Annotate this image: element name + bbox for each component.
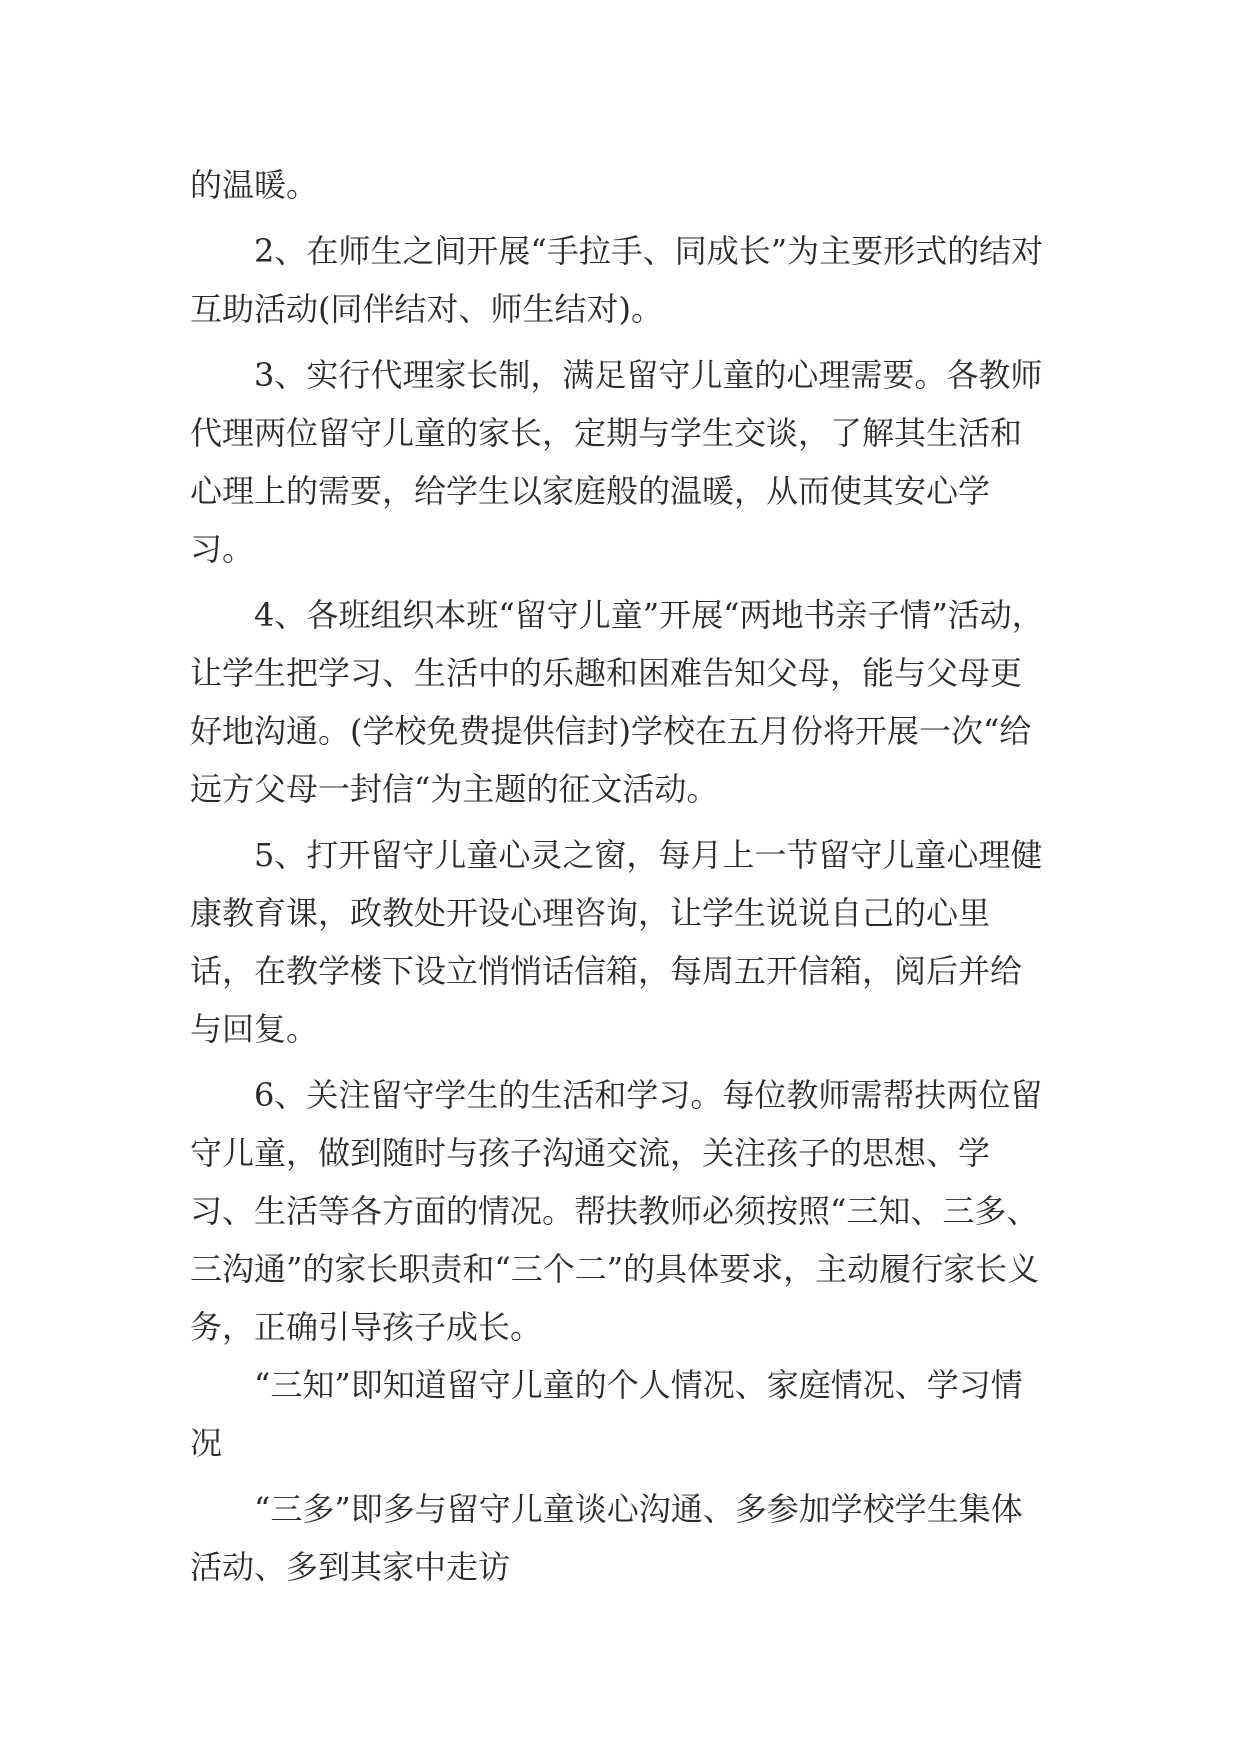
document-body <box>190 156 1050 1596</box>
paragraph-item-4: 4、各班组织本班“留守儿童”开展“两地书亲子情”活动，让学生把学习、生活中的乐趣和困难告知父母，能与父母更好地沟通。(学校免费提供信封)学校在五月份将开展一次“给远方父母一封信“为主题的征文活动。 <box>190 596 1044 808</box>
paragraph-three-more: “三多”即多与留守儿童谈心沟通、多参加学校学生集体活动、多到其家中走访 <box>190 1490 1023 1586</box>
paragraph-item-3: 3、实行代理家长制，满足留守儿童的心理需要。各教师代理两位留守儿童的家长，定期与学生交谈，了解其生活和心理上的需要，给学生以家庭般的温暖，从而使其安心学习。 <box>190 356 1043 568</box>
paragraph-item-5: 5、打开留守儿童心灵之窗，每月上一节留守儿童心理健康教育课，政教处开设心理咨询，让学生说说自己的心里话，在教学楼下设立悄悄话信箱，每周五开信箱，阅后并给与回复。 <box>190 836 1043 1048</box>
paragraph-item-2: 2、在师生之间开展“手拉手、同成长”为主要形式的结对互助活动(同伴结对、师生结对)。 <box>190 232 1044 328</box>
paragraph-item-6: 6、关注留守学生的生活和学习。每位教师需帮扶两位留守儿童，做到随时与孩子沟通交流，关注孩子的思想、学习、生活等各方面的情况。帮扶教师必须按照“三知、三多、三沟通”的家长职责和“三个二”的具体要求，主动履行家长义务，正确引导孩子成长。 <box>190 1076 1043 1346</box>
paragraph-continuation: 的温暖。 <box>190 166 319 204</box>
paragraph-three-know: “三知”即知道留守儿童的个人情况、家庭情况、学习情况 <box>190 1366 1023 1462</box>
